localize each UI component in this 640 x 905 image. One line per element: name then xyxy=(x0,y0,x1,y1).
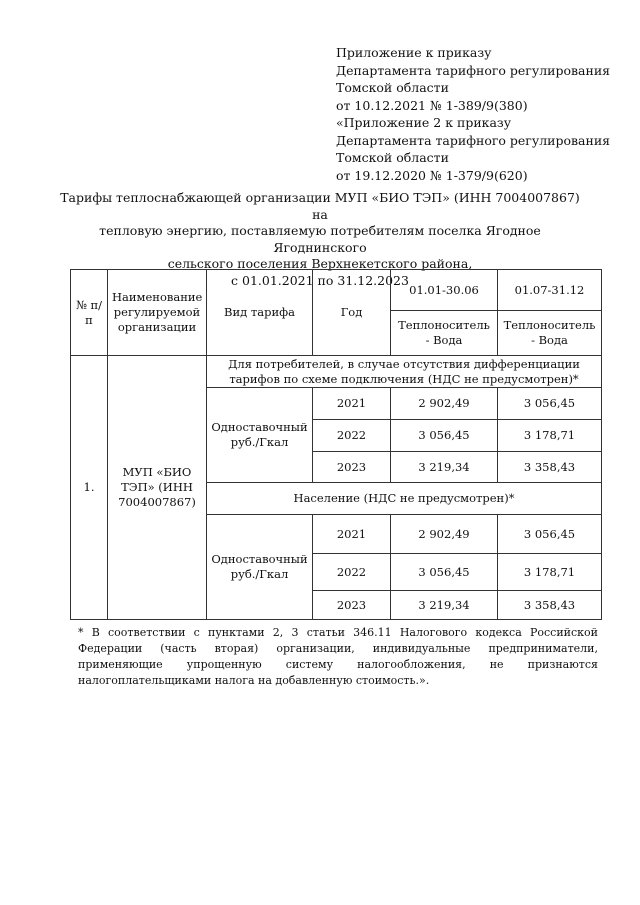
title-line: тепловую энергию, поставляемую потребителям поселка Ягодное Ягоднинского xyxy=(99,223,541,255)
tariff-value: 3 358,43 xyxy=(498,452,602,483)
tariff-value: 3 056,45 xyxy=(391,420,498,452)
tariff-value: 3 178,71 xyxy=(498,420,602,452)
tariff-value: 3 219,34 xyxy=(391,591,498,620)
appendix-line: Приложение к приказу xyxy=(336,45,492,60)
footnote: * В соответствии с пунктами 2, 3 статьи 346.11 Налогового кодекса Российской Федерации (часть вторая) организации, индивидуальные предприниматели, применяющие упрощенную систему налогообложения, не признаются налогоплательщиками налога на добавленную стоимость.». xyxy=(78,626,598,687)
year-cell: 2023 xyxy=(313,591,391,620)
header-num: № п/п xyxy=(71,270,108,356)
table-row xyxy=(71,356,602,388)
tariff-value: 3 219,34 xyxy=(391,452,498,483)
tariff-table-body xyxy=(71,270,602,620)
year-cell: 2021 xyxy=(313,515,391,554)
row-number: 1. xyxy=(71,356,108,620)
tariff-type: Одноставочный руб./Гкал xyxy=(207,515,313,620)
title-line: сельского поселения Верхнекетского района, xyxy=(167,256,473,271)
appendix-line: от 19.12.2020 № 1-379/9(620) xyxy=(336,167,528,183)
tariff-value: 2 902,49 xyxy=(391,515,498,554)
tariff-value: 3 178,71 xyxy=(498,554,602,591)
tariff-table xyxy=(70,269,602,620)
header-carrier: Теплоноситель - Вода xyxy=(391,311,498,356)
year-cell: 2022 xyxy=(313,420,391,452)
title-line: Тарифы теплоснабжающей организации МУП «БИО ТЭП» (ИНН 7004007867) на xyxy=(60,190,580,222)
appendix-line: Томской области xyxy=(336,150,449,165)
year-cell: 2021 xyxy=(313,388,391,420)
tariff-type: Одноставочный руб./Гкал xyxy=(207,388,313,483)
group-label: Для потребителей, в случае отсутствия дифференциации тарифов по схеме подключения (НДС не предусмотрен)* xyxy=(207,356,602,388)
appendix-block xyxy=(336,44,626,184)
tariff-value: 3 056,45 xyxy=(498,388,602,420)
tariff-value: 3 056,45 xyxy=(391,554,498,591)
tariff-value: 2 902,49 xyxy=(391,388,498,420)
header-period: 01.07-31.12 xyxy=(498,270,602,311)
header-org: Наименование регулируемой организации xyxy=(108,270,207,356)
appendix-line: Департамента тарифного регулирования xyxy=(336,62,611,78)
header-tariff-type: Вид тарифа xyxy=(207,270,313,356)
header-year: Год xyxy=(313,270,391,356)
appendix-line: Томской области xyxy=(336,80,449,95)
year-cell: 2023 xyxy=(313,452,391,483)
appendix-line: «Приложение 2 к приказу xyxy=(336,115,512,130)
appendix-line: от 10.12.2021 № 1-389/9(380) xyxy=(336,97,528,113)
header-carrier: Теплоноситель - Вода xyxy=(498,311,602,356)
year-cell: 2022 xyxy=(313,554,391,591)
tariff-value: 3 056,45 xyxy=(498,515,602,554)
tariff-value: 3 358,43 xyxy=(498,591,602,620)
organization-name: МУП «БИО ТЭП» (ИНН 7004007867) xyxy=(108,356,207,620)
group-label: Население (НДС не предусмотрен)* xyxy=(207,483,602,515)
title-line: с 01.01.2021 по 31.12.2023 xyxy=(231,272,409,288)
header-period: 01.01-30.06 xyxy=(391,270,498,311)
table-row xyxy=(71,270,602,311)
appendix-line: Департамента тарифного регулирования xyxy=(336,132,611,148)
